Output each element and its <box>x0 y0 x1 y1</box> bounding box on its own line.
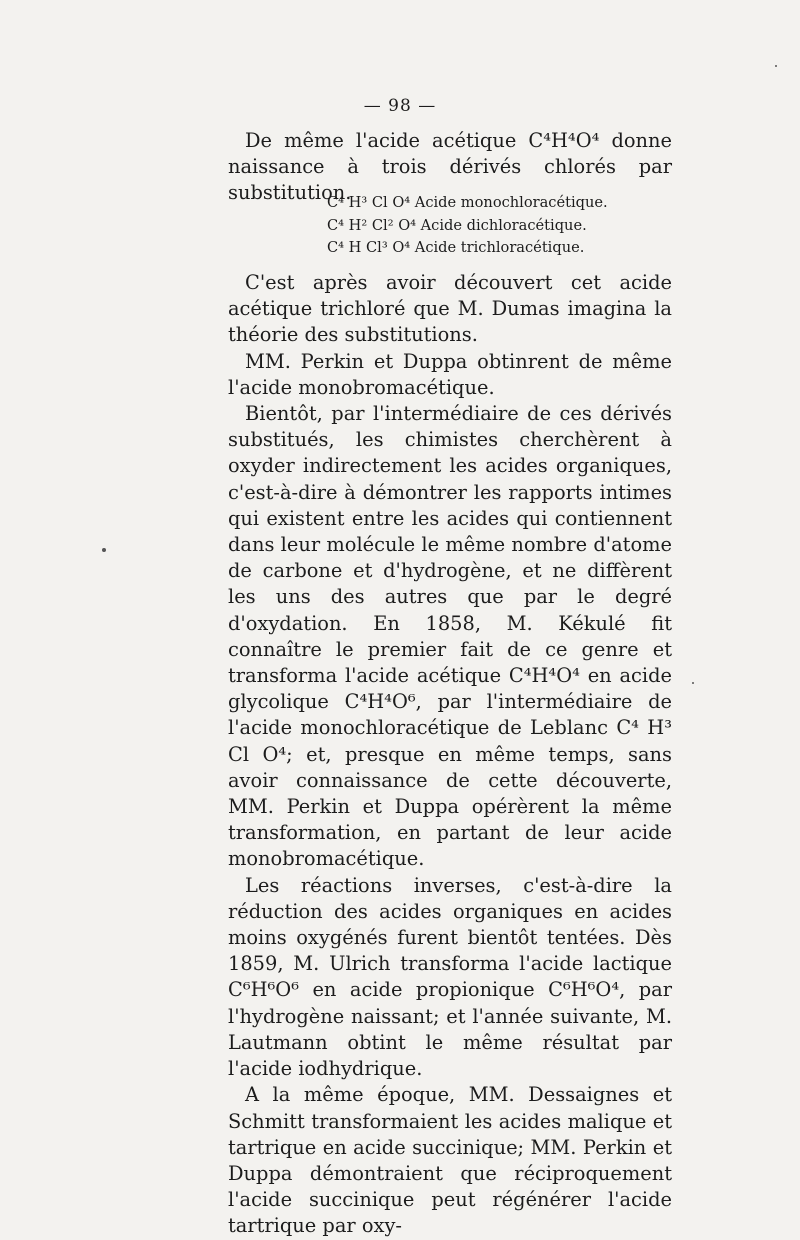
scan-speck <box>102 548 106 552</box>
scan-speck <box>692 682 694 684</box>
page-number: — 98 — <box>363 96 437 116</box>
formula-list <box>327 192 608 260</box>
paragraph: A la même époque, MM. Dessaignes et Schmitt transformaient les acides malique et tartrique en acide succinique; MM. Perkin et Duppa démontraient que réciproquement l'acide succinique peut régénérer l'acide tartrique par oxy- <box>228 1083 672 1238</box>
formula-line: C⁴ H³ Cl O⁴ Acide monochloracétique. <box>327 194 608 211</box>
intro-paragraph: De même l'acide acétique C⁴H⁴O⁴ donne naissance à trois dérivés chlorés par substitution. <box>228 129 672 205</box>
paragraph: C'est après avoir découvert cet acide acétique trichloré que M. Dumas imagina la théorie des substitutions. <box>228 271 672 347</box>
paragraph: Les réactions inverses, c'est-à-dire la réduction des acides organiques en acides moins oxygénés furent bientôt tentées. Dès 1859, M. Ulrich transforma l'acide lactique C⁶H⁶O⁶ en acide propionique C⁶H⁶O⁴, par l'hydrogène naissant; et l'année suivante, M. Lautmann obtint le même résultat par l'acide iodhydrique. <box>228 873 672 1081</box>
formula-line: C⁴ H² Cl² O⁴ Acide dichloracétique. <box>327 216 587 234</box>
formula-line: C⁴ H Cl³ O⁴ Acide trichloracétique. <box>327 239 585 256</box>
paragraph: MM. Perkin et Duppa obtinrent de même l'acide monobromacétique. <box>228 349 672 399</box>
paragraph: Bientôt, par l'intermédiaire de ces dérivés substitués, les chimistes cherchèrent à oxyder indirectement les acides organiques, c'est-à-dire à démontrer les rapports intimes qui existent entre les acides qui contiennent dans leur molécule le même nombre d'atome de carbone et d'hydrogène, et ne diffèrent les uns des autres que par le degré d'oxydation. En 1858, M. Kékulé fit connaître le premier fait de ce genre et transforma l'acide acétique C⁴H⁴O⁴ en acide glycolique C⁴H⁴O⁶, par l'intermédiaire de l'acide monochloracétique de Leblanc C⁴ H³ Cl O⁴; et, presque en même temps, sans avoir connaissance de cette découverte, MM. Perkin et Duppa opérèrent la même transformation, en partant de leur acide monobromacétique. <box>228 402 672 871</box>
scan-speck <box>775 65 777 67</box>
main-text <box>228 270 672 1240</box>
